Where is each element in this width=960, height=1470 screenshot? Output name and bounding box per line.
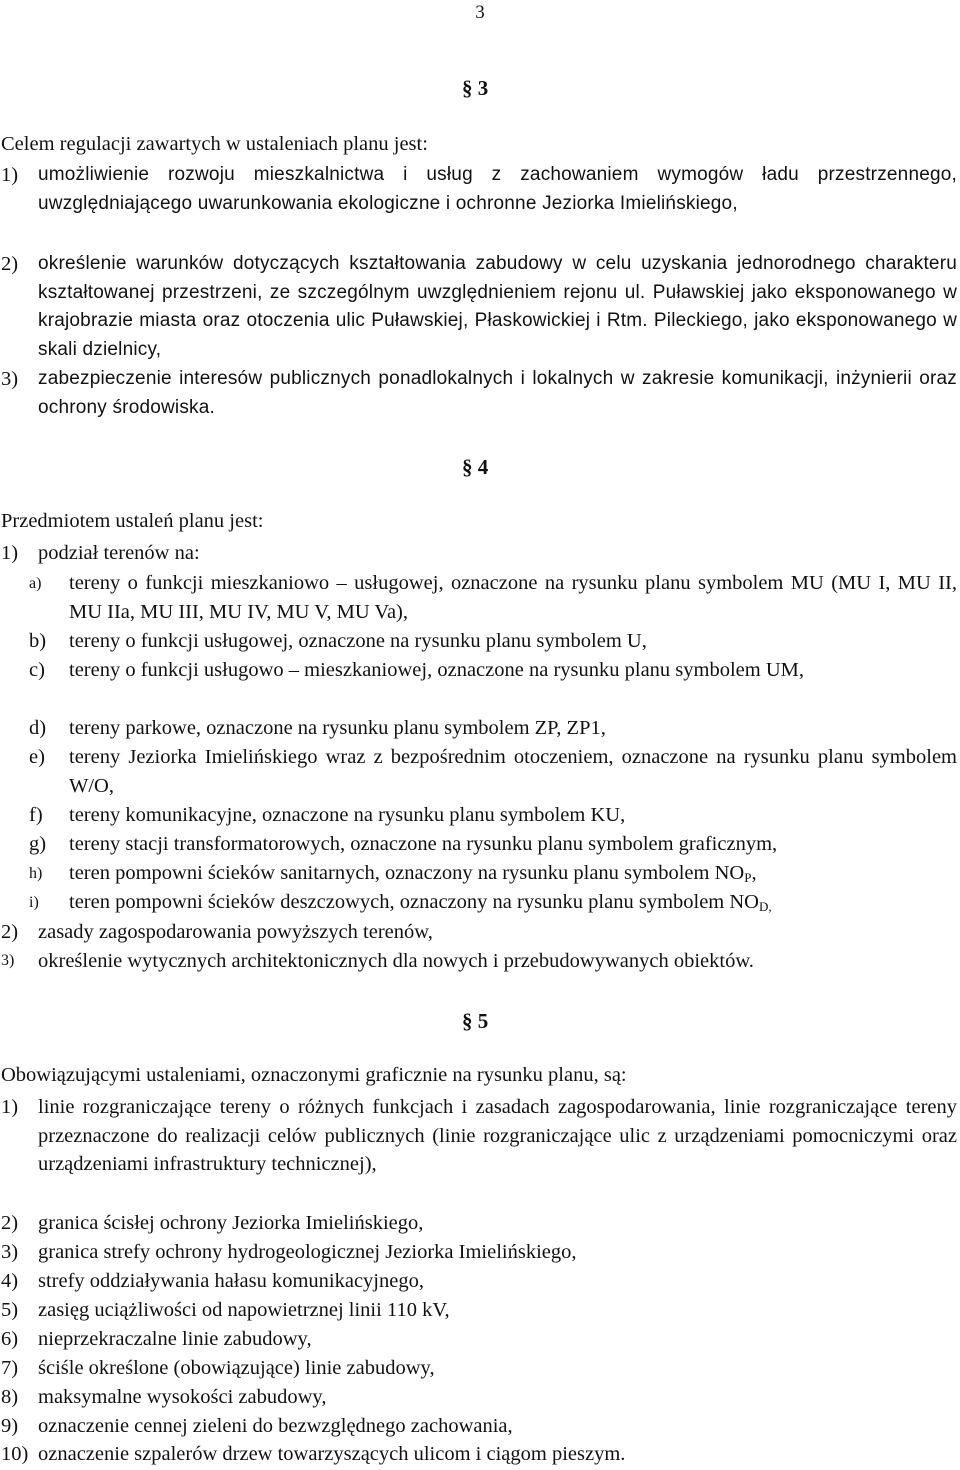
item-number: 2) xyxy=(1,921,19,943)
item-number: 2) xyxy=(1,1212,19,1234)
subitem-a xyxy=(29,569,957,627)
section-5-item-5 xyxy=(1,1296,957,1325)
item-number: 1) xyxy=(1,1096,19,1118)
item-number: 3) xyxy=(1,368,19,390)
subitem-letter: b) xyxy=(29,630,47,652)
subitem-text xyxy=(69,888,957,921)
item-number: 1) xyxy=(1,542,19,564)
subitem-letter: a) xyxy=(29,575,42,592)
item-number: 7) xyxy=(1,1357,19,1379)
section-3-intro: Celem regulacji zawartych w ustaleniach planu jest: xyxy=(1,133,428,155)
item-text: strefy oddziaływania hałasu komunikacyjnego, xyxy=(38,1270,424,1292)
subitem-b xyxy=(29,627,957,656)
subitem-text: tereny stacji transformatorowych, oznaczone na rysunku planu symbolem graficznym, xyxy=(69,833,778,855)
item-number: 10) xyxy=(1,1443,29,1465)
section-4-heading: § 4 xyxy=(462,455,489,479)
subscript: P xyxy=(744,870,752,885)
item-number: 8) xyxy=(1,1386,19,1408)
subitem-g xyxy=(29,830,957,859)
section-5-item-2 xyxy=(1,1209,957,1238)
item-text: zabezpieczenie interesów publicznych ponadlokalnych i lokalnych w zakresie komunikacji, inżynierii oraz ochrony środowiska. xyxy=(38,368,957,418)
subitem-main-text: teren pompowni ścieków sanitarnych, oznaczony na rysunku planu symbolem NO xyxy=(69,862,745,884)
item-text: zasięg uciążliwości od napowietrznej linii 110 kV, xyxy=(38,1299,450,1321)
section-3-item-3 xyxy=(1,365,957,422)
item-text: granica strefy ochrony hydrogeologicznej Jeziorka Imielińskiego, xyxy=(38,1241,577,1263)
section-4-item-2 xyxy=(1,918,957,947)
section-5-item-10 xyxy=(1,1440,957,1469)
item-text: zasady zagospodarowania powyższych terenów, xyxy=(38,921,433,943)
subitem-text: tereny o funkcji mieszkaniowo – usługowej, oznaczone na rysunku planu symbolem MU (MU I, MU II, MU IIa, MU III, MU IV, MU V, MU Va), xyxy=(69,572,957,623)
item-text: określenie warunków dotyczących kształtowania zabudowy w celu uzyskania jednorodnego charakteru kształtowanej przestrzeni, ze szczególnym uwzględnieniem rejonu ul. Puławskiej jako eksponowanego w krajobrazie miasta oraz otoczenia ulic Puławskiej, Płaskowickiej i Rtm. Pileckiego, jako eksponowanego w skali dzielnicy, xyxy=(38,253,957,360)
item-text: maksymalne wysokości zabudowy, xyxy=(38,1386,327,1408)
subitem-letter: c) xyxy=(29,659,45,681)
subitem-text: tereny o funkcji usługowo – mieszkaniowej, oznaczone na rysunku planu symbolem UM, xyxy=(69,659,804,681)
section-5-item-9 xyxy=(1,1412,957,1441)
subitem-letter: i) xyxy=(29,894,39,911)
section-5-heading: § 5 xyxy=(462,1009,489,1033)
item-text: nieprzekraczalne linie zabudowy, xyxy=(38,1328,312,1350)
subitem-c xyxy=(29,656,957,685)
item-text: linie rozgraniczające tereny o różnych funkcjach i zasadach zagospodarowania, linie rozgraniczające tereny przeznaczone do realizacji celów publicznych (linie rozgraniczające ulic z urządzeniami pomocniczymi oraz urządzeniami infrastruktury technicznej), xyxy=(38,1096,957,1175)
section-4-item-1 xyxy=(1,539,957,568)
subitem-letter: h) xyxy=(29,865,43,882)
section-5-item-8 xyxy=(1,1383,957,1412)
subitem-text: tereny komunikacyjne, oznaczone na rysunku planu symbolem KU, xyxy=(69,804,626,826)
item-text: ściśle określone (obowiązujące) linie zabudowy, xyxy=(38,1357,435,1379)
section-4-intro: Przedmiotem ustaleń planu jest: xyxy=(1,510,264,532)
section-3-heading: § 3 xyxy=(462,76,489,100)
subscript: D, xyxy=(758,899,772,914)
item-number: 6) xyxy=(1,1328,19,1350)
section-5-item-7 xyxy=(1,1354,957,1383)
item-number: 2) xyxy=(1,253,19,275)
subitem-text: tereny o funkcji usługowej, oznaczone na rysunku planu symbolem U, xyxy=(69,630,647,652)
subitem-i xyxy=(29,888,957,921)
item-number: 4) xyxy=(1,1270,19,1292)
subitem-text: tereny Jeziorka Imielińskiego wraz z bezpośrednim otoczeniem, oznaczone na rysunku planu symbolem W/O, xyxy=(69,746,957,797)
subitem-e xyxy=(29,743,957,801)
subitem-f xyxy=(29,801,957,830)
page-number: 3 xyxy=(475,2,485,23)
section-3-item-2 xyxy=(1,250,957,364)
section-4-item-3 xyxy=(1,947,957,976)
item-text: umożliwienie rozwoju mieszkalnictwa i usług z zachowaniem wymogów ładu przestrzennego, uwzględniającego uwarunkowania ekologiczne i ochronne Jeziorka Imielińskiego, xyxy=(38,164,957,214)
subitem-letter: d) xyxy=(29,717,47,739)
section-5-item-1 xyxy=(1,1093,957,1179)
subitem-trailing: , xyxy=(751,862,757,884)
item-text: określenie wytycznych architektonicznych dla nowych i przebudowywanych obiektów. xyxy=(38,950,754,972)
subitem-letter: g) xyxy=(29,833,47,855)
section-5-item-3 xyxy=(1,1238,957,1267)
item-number: 9) xyxy=(1,1415,19,1437)
item-number: 3) xyxy=(1,952,15,969)
item-text: oznaczenie cennej zieleni do bezwzględnego zachowania, xyxy=(38,1415,513,1437)
section-3-item-1 xyxy=(1,161,957,218)
subitem-main-text: teren pompowni ścieków deszczowych, oznaczony na rysunku planu symbolem NO xyxy=(69,891,759,913)
item-number: 1) xyxy=(1,164,19,186)
section-5-item-6 xyxy=(1,1325,957,1354)
item-text: granica ścisłej ochrony Jeziorka Imielińskiego, xyxy=(38,1212,424,1234)
item-text: podział terenów na: xyxy=(38,542,200,564)
subitem-text: tereny parkowe, oznaczone na rysunku planu symbolem ZP, ZP1, xyxy=(69,717,606,739)
subitem-letter: e) xyxy=(29,746,45,768)
section-5-item-4 xyxy=(1,1267,957,1296)
item-number: 5) xyxy=(1,1299,19,1321)
section-5-intro: Obowiązującymi ustaleniami, oznaczonymi graficznie na rysunku planu, są: xyxy=(1,1064,627,1086)
subitem-letter: f) xyxy=(29,804,43,826)
subitem-d xyxy=(29,714,957,743)
item-number: 3) xyxy=(1,1241,19,1263)
item-text: oznaczenie szpalerów drzew towarzyszących ulicom i ciągom pieszym. xyxy=(38,1443,626,1465)
